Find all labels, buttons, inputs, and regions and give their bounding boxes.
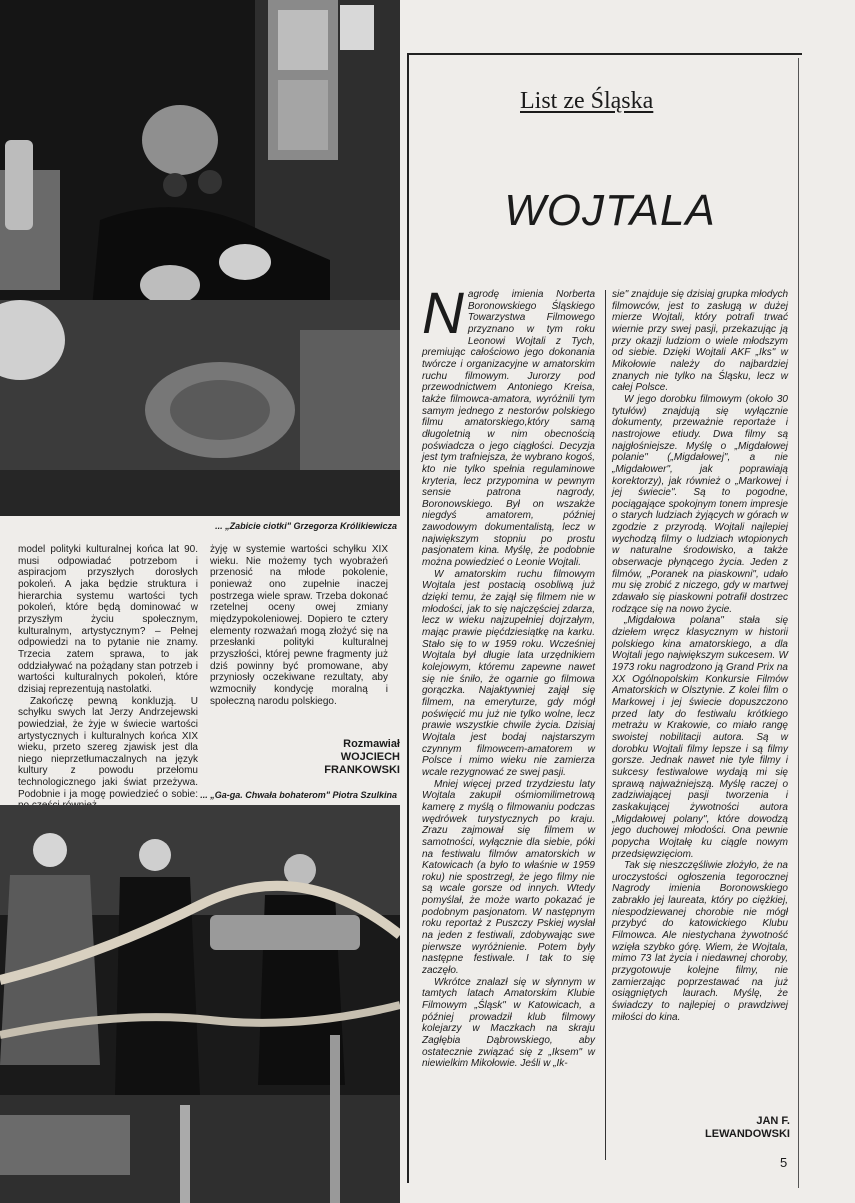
article-column-1 xyxy=(422,281,595,1070)
photo-zabicie-ciotki xyxy=(0,0,400,516)
section-title: List ze Śląska xyxy=(520,88,654,114)
article-frame-right xyxy=(798,58,799,1188)
column-rule xyxy=(605,290,606,1160)
article-column-2 xyxy=(612,289,788,1023)
interview-column-2 xyxy=(210,544,388,707)
article-frame-top xyxy=(407,53,802,55)
article-paragraph: Wkrótce znalazł się w słynnym w tamtych latach Amatorskim Klubie Filmowym „Śląsk" w Katowicach, a później prowadził klub filmowy kolejarzy w Maczkach na skraju Zagłębia Dąbrowskiego, aby ostatecznie związać się z „Iksem" w niewielkim Mikołowie. Jeśli w „Ik- xyxy=(422,976,595,1070)
interview-paragraph: żyję w systemie wartości schyłku XIX wieku. Nie możemy tych wyobrażeń przenosić na młode pokolenie, ponieważ ono zupełnie inaczej postrzega wiele spraw. Trzeba dokonać rzetelnej oceny owej zmiany międzypokoleniowej. Dopiero te cztery elementy rozważań mogą złożyć się na przesłanki polityki kulturalnej przyszłości, której pewne fragmenty już dziś powinny być promowane, aby przyniosły oczekiwane rezultaty, aby wzmocniły kondycję moralną i społeczną narodu polskiego. xyxy=(210,544,388,707)
interview-paragraph: model polityki kulturalnej końca lat 90. musi odpowiadać potrzebom i aspiracjom przyszłych dorosłych pokoleń. A jaka będzie struktura i hierarchia systemu wartości tych pokoleń, które będą dominować w przyszłym życiu społecznym, kulturalnym, artystycznym? – Pełnej odpowiedzi na to pytanie nie znamy. Trzecia zatem sprawa, to jak oddziaływać na pożądany stan potrzeb i wartości kulturalnych pokoleń, które dzisiaj reprezentują nastolatki. xyxy=(18,544,198,695)
article-byline: JAN F. LEWANDOWSKI xyxy=(705,1115,790,1140)
article-paragraph: W jego dorobku filmowym (około 30 tytułów) znajdują się wyłącznie dokumenty, przeważnie reportaże i nastrojowe etiudy. Dwa filmy są najgłośniejsze. Myślę o „Migdałowej polanie" („Migdałowej", a nie „Migdałower", jak poprawiają korektorzy), jak również o „Markowej i jej świecie". Są to pogodne, pociągające spokojnym tonem impresje o starych ludziach żyjących w górach w zgodzie z przyrodą. Wojtali najlepiej wychodzą filmy o ludziach wtopionych w naturalne środowisko, a także obserwacje płynącego życia. Jeden z filmów, „Poranek na piaskowni", udało mu się zrobić z niczego, gdy w martwej zdawało się piaskowni potrafił dostrzec rodzące się na nowo życie. xyxy=(612,393,788,615)
interview-byline: Rozmawiał WOJCIECH FRANKOWSKI xyxy=(324,738,400,776)
page-number: 5 xyxy=(780,1155,788,1170)
photo-ga-ga-chwala-bohaterom xyxy=(0,805,400,1203)
dropcap-letter: N xyxy=(422,281,464,346)
article-paragraph: Tak się nieszczęśliwie złożyło, że na uroczystości ogłoszenia tegorocznej Nagrody imienia Boronowskiego zabrakło jej laureata, który po ciężkiej, niespodziewanej chorobie nie mógł przybyć do katowickiego Klubu Filmowca. Ale niestychana żywotność wzięła szybko górę. Wiem, że Wojtala, mimo 73 lat życia i niedawnej choroby, przygotowuje kolejne filmy, nie zamierzając poprzestawać na już osiągniętych laurach. Myślę, że świadczy to najlepiej o prawdziwej miłości do kina. xyxy=(612,860,788,1023)
article-title: WOJTALA xyxy=(504,186,716,235)
photo-bottom-caption: ... „Ga-ga. Chwała bohaterom" Piotra Szulkina xyxy=(200,790,397,800)
interview-paragraph: Zakończę pewną konkluzją. U schyłku swych lat Jerzy Andrzejewski powiedział, że żyje w świecie wartości artystycznych i kulturalnych końca XIX wieku, przeto szereg zjawisk jest dla niego nieprzetłumaczalnych na język kultury z powodu przełomu technologicznego jaki świat przeżywa. Podobnie i ja mogę powiedzieć o sobie: xyxy=(18,695,198,800)
article-paragraph: W amatorskim ruchu filmowym Wojtala jest postacią osobliwą już dzięki temu, że zajął się filmem nie w młodości, jak to się najczęściej zdarza, lecz w wieku najzupełniej dojrzałym, mając prawie pięćdziesiątkę na karku. Stało się to w 1959 roku. Wcześniej Wojtala był długie lata urzędnikiem kolejowym, któremu zapewne nawet się nie śniło, że ogarnie go filmowa gorączka. Najaktywniej zajął się filmem, na emeryturze, gdy mógł poświęcić mu już nie tylko wolne, lecz prawie wszystkie chwile życia. Dzisiaj Wojtala jest bodaj najstarszym czynnym filmowcem-amatorem w Polsce i mimo wieku nie zamierza wcale rezygnować ze swej pasji. xyxy=(422,568,595,778)
article-lead: agrodę imienia Norberta Boronowskiego Śląskiego Towarzystwa Filmowego przyznano w tym roku Leonowi Wojtali z Tych, premiując całościowo jego dokonania twórcze i organizacyjne w amatorskim ruchu filmowym. Jurorzy pod przewodnictwem Antoniego Kreisa, także filmowca-amatora, wyróżnili tym samym jednego z nestorów polskiego filmu amatorskiego,który samą długoletnią w nim obecnością poświadcza o jego ciągłości. Decyzja jest tym trafniejsza, że wybrano kogoś, kto nie tylko spełnia regulaminowe kryteria, lecz przypomina w pewnym sensie patrona nagrody, Boronowskiego. Był on wszakże niegdyś amatorem, później zawodowym dokumentalistą, lecz w największym stopniu po prostu pasjonatem kina. Myślę, że podobnie można powiedzieć o Leonie Wojtali. xyxy=(422,289,595,569)
interview-column-1 xyxy=(18,544,198,812)
article-paragraph: „Migdałowa polana" stała się dziełem wręcz klasycznym w historii polskiego kina amatorskiego, a dla Wojtali jego największym sukcesem. W 1973 roku nagrodzono ją Grand Prix na XX Ogólnopolskim Konkursie Filmów Amatorskich w Olsztynie. Z kolei film o Markowej i jej świecie dopuszczono przed laty do festiwalu krótkiego metrażu w Krakowie, co miało rangę swoistej nobilitacji autora. Są w dorobku Wojtali filmy lepsze i są filmy gorsze. Jednak nawet nie tyle filmy i sukcesy festiwalowe wydają mi się sprawą najważniejszą. Myślę raczej o zadziwiającej pasji tworzenia i zaskakującej żywotności autora „Migdałowej polany", które dowodzą jego duchowej młodości. Ona pewnie popycha Wojtałę ku ciągle nowym przedsięwzięciom. xyxy=(612,615,788,860)
article-paragraph: Mniej więcej przed trzydziestu laty Wojtala zakupił ośmiomilimetrową kamerę z myślą o filmowaniu podczas wędrówek turystycznych po kraju. Zrazu zajmował się filmem w samotności, wyłącznie dla siebie, póki na festiwalu filmów amatorskich w Katowicach (a było to właśnie w 1959 roku) nie spostrzegł, że jego filmy nie są wcale gorsze od innych. Wtedy pomyślał, że może warto pokazać je podobnym pasjonatom. W następnym roku reportaż z Puszczy Pskiej wysłał na jeden z festiwali, zdobywając swe pierwsze wyróżnienie. Potem były następne festiwale. I tak to się zaczęło. xyxy=(422,778,595,977)
photo-top-caption: ... „Zabicie ciotki" Grzegorza Królikiewicza xyxy=(215,521,397,531)
article-frame-left xyxy=(407,53,409,1183)
article-paragraph: sie" znajduje się dzisiaj grupka młodych filmowców, jest to zasługą w dużej mierze Wojtali, który potrafi trwać wiernie przy swej pasji, przekazując ją przy okazji ludziom o wiele młodszym od siebie. Dzięki Wojtali AKF „Iks" w Mikołowie należy do najbardziej znanych nie tylko na Śląsku, lecz w całej Polsce. xyxy=(612,289,788,394)
